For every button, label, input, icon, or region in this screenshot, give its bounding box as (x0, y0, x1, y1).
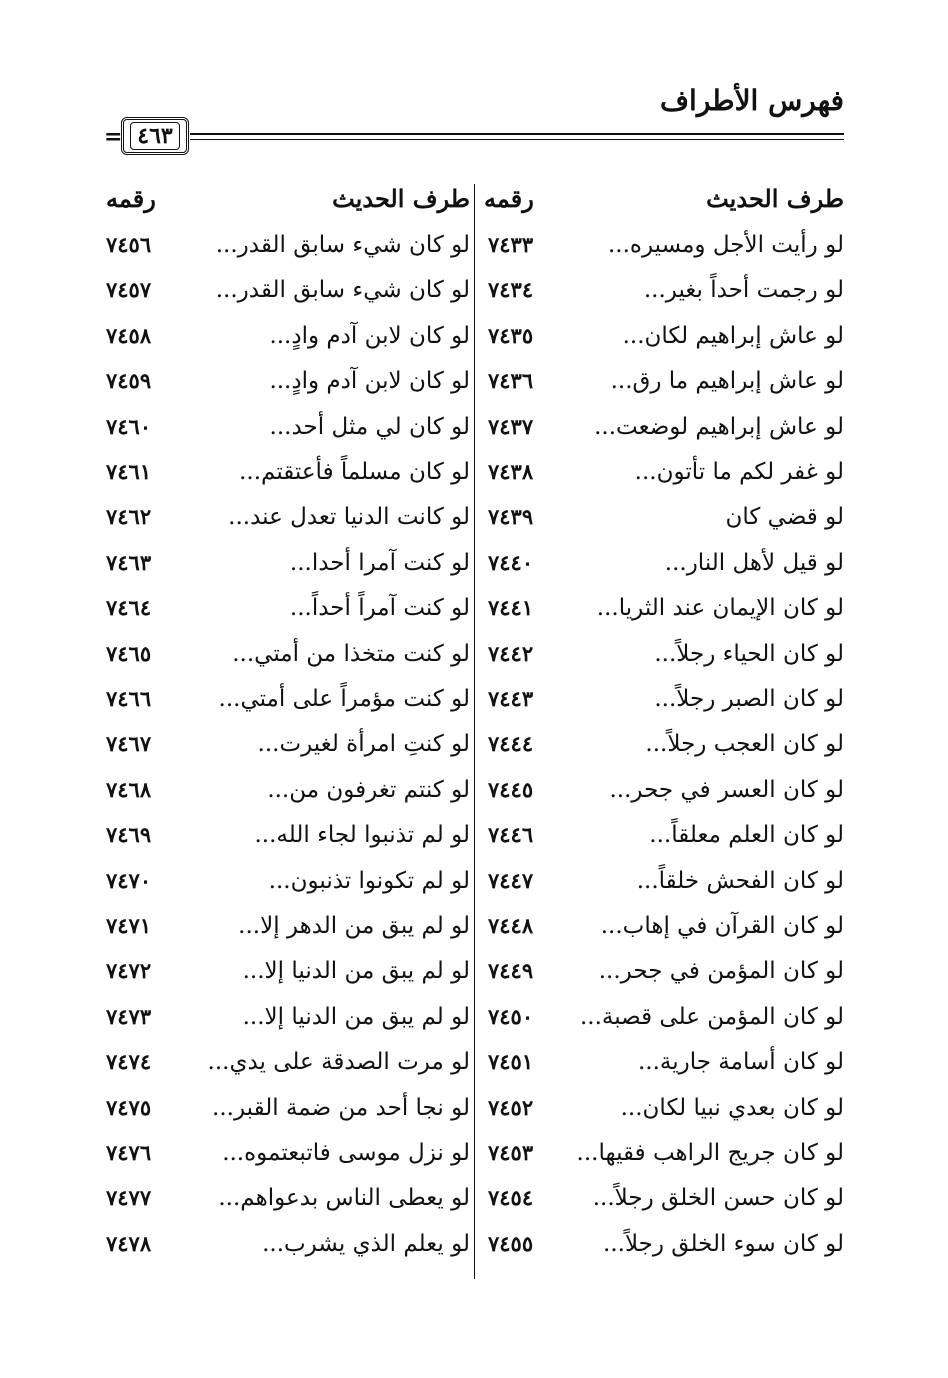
left-hadith-text: لو لم يبق من الدنيا إلا... (242, 958, 470, 985)
table-row (0, 267, 948, 313)
right-hadith-text: لو عاش إبراهيم لكان... (622, 322, 844, 349)
left-hadith-text: لو كنتم تغرفون من... (267, 776, 470, 803)
left-hadith-text: لو لم يبق من الدنيا إلا... (242, 1003, 470, 1030)
right-hadith-text: لو رأيت الأجل ومسيره... (607, 232, 844, 258)
left-hadith-text: لو نجا أحد من ضمة القبر... (212, 1094, 470, 1121)
right-hadith-number: ٧٤٣٥ (488, 322, 534, 348)
left-hadith-text: لو كنت آمراً أحداً... (289, 595, 470, 622)
table-row (0, 948, 948, 994)
left-hadith-number: ٧٤٥٦ (106, 232, 152, 257)
left-hadith-number: ٧٤٦٨ (106, 776, 152, 802)
table-row (0, 994, 948, 1040)
left-hadith-text: لو كنت مؤمراً على أمتي... (218, 686, 470, 712)
right-hadith-number: ٧٤٥٠ (488, 1003, 534, 1029)
left-hadith-number: ٧٤٥٨ (106, 322, 152, 348)
left-hadith-number: ٧٤٦٣ (106, 549, 152, 575)
left-hadith-number: ٧٤٧٦ (106, 1140, 152, 1165)
right-hadith-text: لو كان المؤمن على قصبة... (579, 1003, 844, 1030)
left-hadith-text: لو كان مسلماً فأعتقتم... (239, 459, 470, 485)
right-hadith-number: ٧٤٣٨ (488, 459, 534, 484)
table-row (0, 449, 948, 495)
right-hadith-number: ٧٤٥٥ (488, 1230, 534, 1256)
left-hadith-number: ٧٤٦٥ (106, 640, 152, 666)
right-hadith-number: ٧٤٣٧ (488, 413, 534, 439)
right-hadith-text: لو غفر لكم ما تأتون... (634, 459, 844, 485)
left-hadith-number: ٧٤٧٤ (106, 1049, 152, 1075)
left-hadith-text: لو نزل موسى فاتبعتموه... (222, 1140, 470, 1166)
right-hadith-text: لو قيل لأهل النار... (664, 549, 844, 576)
table-row (0, 585, 948, 631)
left-hadith-number: ٧٤٦٢ (106, 504, 152, 530)
right-hadith-text: لو كان جريج الراهب فقيها... (576, 1140, 844, 1166)
right-hadith-heading: طرف الحديث (706, 184, 844, 213)
left-hadith-number: ٧٤٧٢ (106, 958, 152, 984)
left-hadith-number: ٧٤٧١ (106, 913, 152, 938)
table-row (0, 1221, 948, 1267)
ornament-mark: = (104, 124, 123, 150)
right-hadith-text: لو قضي كان (725, 504, 844, 531)
table-row (0, 494, 948, 540)
table-row (0, 1175, 948, 1221)
left-hadith-text: لو يعلم الذي يشرب... (262, 1230, 470, 1257)
right-hadith-text: لو كان الإيمان عند الثريا... (596, 595, 844, 622)
left-hadith-text: لو كان لابن آدم وادٍ... (269, 368, 470, 395)
left-hadith-text: لو كنت آمرا أحدا... (289, 549, 470, 576)
left-hadith-number: ٧٤٥٧ (106, 277, 152, 303)
table-row (0, 358, 948, 404)
right-hadith-number: ٧٤٥٢ (488, 1094, 534, 1120)
right-hadith-text: لو كان العسر في جحر... (609, 776, 844, 803)
left-hadith-text: لو كان شيء سابق القدر... (215, 232, 470, 258)
right-hadith-number: ٧٤٤٢ (488, 640, 534, 666)
right-hadith-text: لو رجمت أحداً بغير... (643, 277, 844, 304)
right-hadith-number: ٧٤٤٦ (488, 822, 534, 848)
left-hadith-heading: طرف الحديث (332, 184, 470, 213)
table-row (0, 858, 948, 904)
right-hadith-number: ٧٤٤٧ (488, 867, 534, 893)
left-hadith-number: ٧٤٥٩ (106, 368, 152, 394)
left-hadith-text: لو لم يبق من الدهر إلا... (238, 913, 470, 939)
table-row (0, 1130, 948, 1176)
right-hadith-text: لو كان القرآن في إهاب... (600, 913, 844, 939)
left-hadith-number: ٧٤٦٦ (106, 686, 152, 711)
right-hadith-text: لو كان العجب رجلاً... (645, 731, 844, 758)
right-hadith-text: لو كان أسامة جارية... (638, 1049, 844, 1076)
left-hadith-number: ٧٤٦٤ (106, 595, 152, 621)
right-hadith-text: لو كان حسن الخلق رجلاً... (592, 1185, 844, 1212)
left-hadith-number: ٧٤٦٧ (106, 731, 152, 757)
table-row (0, 404, 948, 450)
table-row (0, 631, 948, 677)
table-row (0, 1085, 948, 1131)
right-hadith-number: ٧٤٣٦ (488, 368, 534, 394)
running-title: فهرس الأطراف (660, 84, 844, 117)
table-row (0, 676, 948, 722)
table-row (0, 812, 948, 858)
right-hadith-number: ٧٤٥٣ (488, 1140, 534, 1165)
right-hadith-number: ٧٤٤٤ (488, 731, 534, 757)
right-hadith-text: لو كان الحياء رجلاً... (654, 640, 844, 667)
left-hadith-text: لو كنتِ امرأة لغيرت... (257, 731, 470, 758)
right-hadith-number: ٧٤٣٩ (488, 504, 534, 530)
page-number: ٤٦٣ (130, 122, 179, 150)
right-number-heading: رقمه (484, 184, 534, 213)
right-hadith-number: ٧٤٥٤ (488, 1185, 534, 1211)
right-hadith-text: لو عاش إبراهيم ما رق... (610, 368, 844, 395)
right-hadith-text: لو كان سوء الخلق رجلاً... (603, 1230, 844, 1257)
left-hadith-number: ٧٤٧٥ (106, 1094, 152, 1120)
right-hadith-number: ٧٤٤٠ (488, 549, 534, 575)
table-row (0, 313, 948, 359)
right-hadith-number: ٧٤٤٨ (488, 913, 534, 938)
table-row (0, 721, 948, 767)
left-hadith-text: لو كان لي مثل أحد... (269, 413, 470, 440)
left-hadith-text: لو لم تكونوا تذنبون... (268, 867, 470, 894)
left-hadith-text: لو كنت متخذا من أمتي... (232, 640, 470, 667)
left-hadith-number: ٧٤٧٣ (106, 1003, 152, 1029)
left-hadith-text: لو مرت الصدقة على يدي... (207, 1049, 470, 1076)
right-hadith-number: ٧٤٣٤ (488, 277, 534, 303)
left-hadith-number: ٧٤٦٩ (106, 822, 152, 848)
left-hadith-text: لو كان شيء سابق القدر... (215, 277, 470, 304)
table-row (0, 222, 948, 268)
right-hadith-text: لو كان المؤمن في جحر... (598, 958, 844, 985)
left-hadith-text: لو يعطى الناس بدعواهم... (218, 1185, 470, 1212)
left-hadith-text: لو لم تذنبوا لجاء الله... (254, 822, 470, 849)
right-hadith-text: لو عاش إبراهيم لوضعت... (594, 413, 844, 440)
right-hadith-number: ٧٤٤٣ (488, 686, 534, 711)
left-hadith-number: ٧٤٧٧ (106, 1185, 152, 1211)
right-hadith-text: لو كان الفحش خلقاً... (636, 867, 844, 894)
right-hadith-number: ٧٤٤٩ (488, 958, 534, 984)
left-hadith-text: لو كان لابن آدم وادٍ... (269, 322, 470, 349)
table-row (0, 903, 948, 949)
table-row (0, 540, 948, 586)
right-hadith-text: لو كان العلم معلقاً... (649, 822, 844, 849)
left-number-heading: رقمه (106, 184, 156, 213)
left-hadith-number: ٧٤٦٠ (106, 413, 152, 439)
right-hadith-number: ٧٤٤١ (488, 595, 534, 621)
right-hadith-number: ٧٤٣٣ (488, 232, 534, 257)
right-hadith-text: لو كان بعدي نبيا لكان... (620, 1094, 844, 1121)
left-hadith-text: لو كانت الدنيا تعدل عند... (228, 504, 470, 531)
left-hadith-number: ٧٤٧٨ (106, 1230, 152, 1256)
table-row (0, 1039, 948, 1085)
right-hadith-number: ٧٤٥١ (488, 1049, 534, 1075)
table-row (0, 767, 948, 813)
right-hadith-number: ٧٤٤٥ (488, 776, 534, 802)
left-hadith-number: ٧٤٧٠ (106, 867, 152, 893)
right-hadith-text: لو كان الصبر رجلاً... (654, 686, 844, 712)
left-hadith-number: ٧٤٦١ (106, 459, 152, 484)
